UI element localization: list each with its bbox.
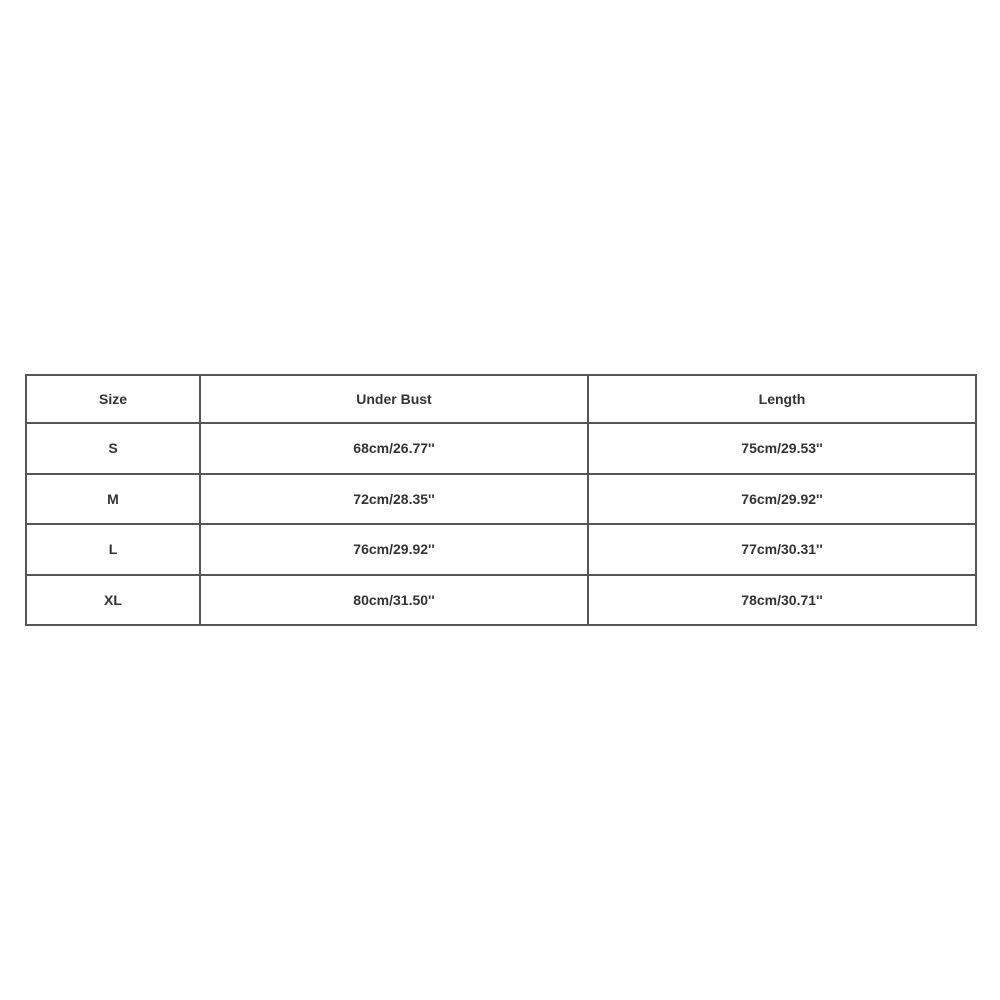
header-length: Length bbox=[588, 375, 976, 423]
header-size: Size bbox=[26, 375, 200, 423]
cell-length: 76cm/29.92'' bbox=[588, 474, 976, 525]
cell-length: 75cm/29.53'' bbox=[588, 423, 976, 474]
table-row bbox=[26, 423, 976, 474]
cell-size: L bbox=[26, 524, 200, 575]
table-row bbox=[26, 524, 976, 575]
cell-size: M bbox=[26, 474, 200, 525]
size-chart-table bbox=[25, 374, 977, 626]
cell-size: S bbox=[26, 423, 200, 474]
cell-under-bust: 72cm/28.35'' bbox=[200, 474, 588, 525]
header-under-bust: Under Bust bbox=[200, 375, 588, 423]
cell-size: XL bbox=[26, 575, 200, 626]
cell-length: 77cm/30.31'' bbox=[588, 524, 976, 575]
cell-under-bust: 76cm/29.92'' bbox=[200, 524, 588, 575]
cell-under-bust: 68cm/26.77'' bbox=[200, 423, 588, 474]
table-header-row bbox=[26, 375, 976, 423]
cell-length: 78cm/30.71'' bbox=[588, 575, 976, 626]
table-row bbox=[26, 575, 976, 626]
table-row bbox=[26, 474, 976, 525]
cell-under-bust: 80cm/31.50'' bbox=[200, 575, 588, 626]
